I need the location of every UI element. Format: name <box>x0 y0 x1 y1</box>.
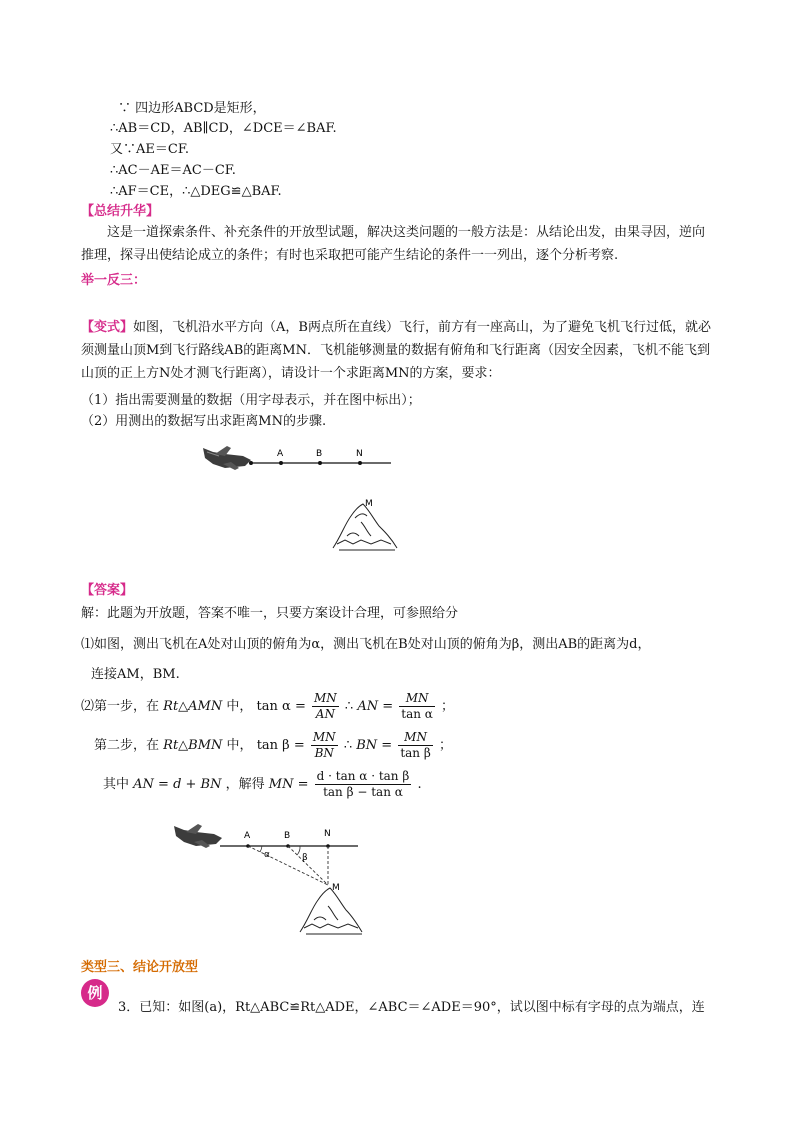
fraction <box>315 769 412 800</box>
step-text: 其中 <box>103 777 130 792</box>
fraction <box>399 691 435 722</box>
label-a: A <box>244 831 251 841</box>
example-badge: 例 <box>81 979 109 1007</box>
step-text: ⑵第一步，在 <box>81 699 160 714</box>
mountain-icon <box>333 504 397 550</box>
label-b: B <box>316 449 323 459</box>
formula-lhs: tan β = <box>256 738 305 753</box>
summary-text: 这是一道探索条件、补充条件的开放型试题，解决这类问题的一般方法是：从结论出发，由果寻因，逆向推理，探寻出使结论成立的条件；有时也采取把可能产生结论的条件一一列出，逐个分析考察. <box>81 225 706 263</box>
answer-tag: 【答案】 <box>81 583 134 598</box>
label-b: B <box>284 831 291 841</box>
step-text: . <box>417 777 422 792</box>
variant-req-1: （1）指出需要测量的数据（用字母表示，并在图中标出）； <box>81 393 421 408</box>
answer-step-1a: ⑴如图，测出飞机在A处对山顶的俯角为α，测出飞机在B处对山顶的俯角为β，测出AB的距离为d， <box>81 637 651 652</box>
step-text: 中， <box>226 699 253 714</box>
numerator: MN <box>398 730 432 746</box>
label-m: M <box>332 883 340 893</box>
denominator: tan β <box>400 746 431 760</box>
variant-text: 如图，飞机沿水平方向（A，B两点所在直线）飞行，前方有一座高山，为了避免飞机飞行过低，就必须测量山顶M到飞行路线AB的距离MN．飞机能够测量的数据有俯角和飞行距离（因安全因素，飞机不能飞到山顶的正上方N处才测飞行距离），请设计一个求距离MN的方案，要求： <box>81 320 711 381</box>
step-text: 中， <box>226 738 253 753</box>
answer-step-2-line-1 <box>81 691 454 722</box>
label-beta: β <box>302 853 308 863</box>
therefore-symbol: ∴ <box>344 699 354 714</box>
mountain-icon <box>300 888 362 934</box>
step-text: ； <box>441 699 455 714</box>
variant-paragraph <box>81 316 714 385</box>
triangle-name: Rt△AMN <box>163 699 223 714</box>
triangle-name: Rt△BMN <box>163 738 223 753</box>
step-text: ； <box>438 738 452 753</box>
type3-heading: 类型三、结论开放型 <box>81 960 199 975</box>
proof-line-3: 又∵AE＝CF. <box>110 142 189 157</box>
label-alpha: α <box>264 850 270 860</box>
label-a: A <box>277 449 284 459</box>
practice-heading: 举一反三： <box>81 273 147 288</box>
point-n <box>358 461 362 465</box>
formula-lhs: tan α = <box>256 699 306 714</box>
label-m: M <box>365 499 373 509</box>
sightline-bm <box>288 846 328 885</box>
therefore-symbol: ∴ <box>343 738 353 753</box>
numerator: MN <box>312 730 336 744</box>
proof-line-4: ∴AC－AE＝AC－CF. <box>110 163 236 178</box>
fraction <box>312 691 339 722</box>
airplane-icon <box>174 824 222 848</box>
proof-line-5: ∴AF＝CE，∴△DEG≌△BAF. <box>110 184 282 199</box>
numerator: MN <box>313 691 337 705</box>
variant-req-2: （2）用测出的数据写出求距离MN的步骤. <box>81 414 327 429</box>
summary-tag: 【总结升华】 <box>81 204 160 219</box>
answer-step-1b: 连接AM，BM. <box>91 667 180 682</box>
answer-step-3 <box>103 769 422 801</box>
formula-lhs: MN = <box>268 777 309 792</box>
proof-line-1: ∵ 四边形ABCD是矩形， <box>118 101 266 116</box>
denominator: tan α <box>401 707 433 721</box>
formula-lhs: AN = <box>357 699 394 714</box>
formula-lhs: BN = <box>356 738 393 753</box>
figure-plane-mountain-2 <box>170 820 370 945</box>
answer-intro: 解：此题为开放题，答案不唯一，只要方案设计合理，可参照给分 <box>81 606 459 621</box>
example-text: 3．已知：如图(a)，Rt△ABC≌Rt△ADE，∠ABC＝∠ADE＝90°，试以图中标有字母的点为端点，连 <box>118 1000 705 1015</box>
denominator: tan β − tan α <box>323 785 403 799</box>
variant-tag: 【变式】 <box>81 320 134 335</box>
label-n: N <box>324 829 331 839</box>
step-text: ，解得 <box>225 777 265 792</box>
answer-step-2-line-2 <box>94 730 452 761</box>
fraction <box>398 730 432 761</box>
fraction <box>311 730 338 761</box>
numerator: d · tan α · tan β <box>316 769 410 783</box>
airplane-icon <box>203 446 251 470</box>
denominator: BN <box>314 746 334 760</box>
label-n: N <box>356 449 363 459</box>
equation: AN = d + BN <box>133 777 222 792</box>
proof-line-2: ∴AB＝CD，AB∥CD，∠DCE＝∠BAF. <box>110 121 337 136</box>
point-b <box>318 461 322 465</box>
figure-plane-mountain-1 <box>195 440 405 555</box>
step-text: 第二步，在 <box>94 738 160 753</box>
point-a <box>279 461 283 465</box>
numerator: MN <box>399 691 435 707</box>
denominator: AN <box>315 707 335 721</box>
